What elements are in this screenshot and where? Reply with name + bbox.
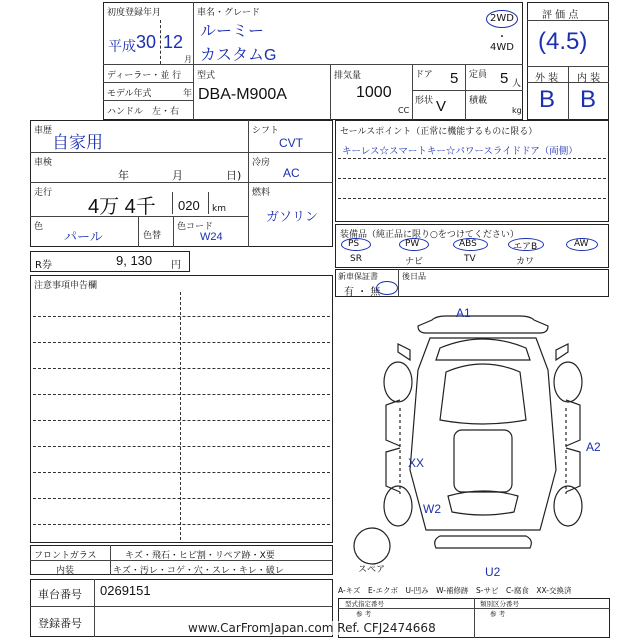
mark-xx: XX (408, 456, 425, 470)
sales-text: キーレス☆スマートキー☆パワースライドドア（両側） (342, 146, 578, 157)
warranty-value: 有 ・ 無 (344, 287, 381, 298)
car-name: ルーミー (200, 23, 265, 40)
fuel-value: ガソリン (266, 209, 319, 224)
equip-leather: カワ (516, 257, 535, 267)
shape-label: 形状 (415, 96, 434, 106)
drive-2wd: 2WD (490, 13, 514, 24)
damage-legend: A-キズ E-エクボ U-凹み W-補修跡 S-サビ C-腐食 XX-交換済 (338, 586, 572, 595)
equip-tv: TV (464, 254, 476, 264)
reg-label: 登録番号 (38, 617, 82, 630)
equip-abs: ABS (459, 239, 477, 249)
r-value: 9, 130 (116, 253, 153, 268)
color-swap-label: 色替 (143, 231, 162, 241)
mark-w2: W2 (423, 502, 441, 516)
mileage-label: 走行 (34, 188, 53, 198)
door-label: ドア (415, 70, 433, 80)
kg-unit: kg (512, 106, 522, 115)
inspection-label: 車検 (34, 158, 53, 168)
ref-left: 参 考 (356, 610, 372, 618)
rating-score: (4.5) (538, 28, 588, 55)
equip-navi: ナビ (405, 257, 424, 267)
doors: 5 (450, 70, 459, 87)
color-value: パール (64, 229, 103, 244)
month-unit: 月 (184, 55, 192, 64)
mileage-sub: 020 (178, 198, 200, 213)
mileage-unit: km (212, 204, 226, 214)
model-year-label: モデル年式 (107, 89, 152, 99)
grade: カスタムG (200, 47, 277, 64)
shift-label: シフト (252, 126, 280, 136)
interior-grade: B (580, 86, 597, 113)
inspection-day: 日) (226, 169, 242, 182)
load-label: 積載 (469, 96, 488, 106)
drive-4wd: 4WD (490, 42, 514, 53)
glass-legend: キズ・飛石・ヒビ割・リペア跡・X要 (125, 551, 275, 561)
warranty-label: 新車保証書 (338, 272, 378, 281)
interior-label: 内 装 (577, 73, 601, 84)
model: DBA-M900A (198, 86, 287, 103)
color-code-label: 色コード (177, 222, 214, 232)
interior-legend: キズ・汚レ・コゲ・穴・スレ・キレ・破レ (113, 566, 284, 576)
color-code: W24 (200, 231, 223, 243)
mileage-main: 4万 4千 (88, 196, 156, 218)
mark-u2: U2 (485, 565, 501, 579)
first-reg-label: 初度登録年月 (107, 8, 162, 18)
model-label: 型式 (197, 71, 216, 81)
later-label: 後日品 (402, 272, 426, 281)
r-unit: 円 (171, 260, 181, 271)
mark-a2: A2 (586, 440, 601, 454)
capacity-label: 定員 (469, 70, 488, 80)
equip-sr: SR (350, 254, 362, 264)
equip-airbag: エアB (513, 242, 538, 252)
watermark: www.CarFromJapan.com Ref. CFJ2474668 (188, 621, 436, 635)
glass-label: フロントガラス (34, 551, 97, 561)
capacity-unit: 人 (512, 79, 522, 89)
fuel-label: 燃料 (252, 188, 271, 198)
displacement: 1000 (356, 84, 392, 101)
equip-ps: PS (348, 239, 360, 249)
inspection-month: 月 (172, 169, 183, 182)
r-label: R券 (35, 260, 52, 271)
notes-label: 注意事項申告欄 (34, 281, 98, 291)
color-label: 色 (34, 222, 44, 232)
mark-a1: A1 (456, 306, 471, 320)
interior-row-label: 内装 (56, 566, 75, 576)
rating-label: 評 価 点 (542, 10, 579, 21)
chassis-value: 0269151 (100, 583, 151, 598)
reg-month: 12 (163, 32, 184, 52)
sales-label: セールスポイント（正常に機能するものに限る） (340, 127, 538, 137)
displacement-label: 排気量 (334, 71, 362, 81)
era: 平成 (108, 38, 136, 54)
ac-label: 冷房 (252, 158, 271, 168)
shift-value: CVT (279, 136, 303, 150)
exterior-label: 外 装 (535, 73, 559, 84)
equip-aw: AW (574, 239, 589, 249)
dealer-label: ディーラー・並 行 (107, 71, 182, 81)
type-label: 車歴 (34, 126, 53, 136)
exterior-grade: B (539, 86, 556, 113)
spare-label: スペア (358, 565, 386, 575)
reg-year: 30 (136, 32, 157, 52)
drive-dot: ・ (497, 32, 507, 43)
ref-right: 参 考 (490, 610, 506, 618)
handle-label: ハンドル 左・右 (107, 107, 180, 117)
car-name-label: 車名・グレード (197, 8, 261, 18)
inspection-year: 年 (118, 169, 129, 182)
model-year-unit: 年 (183, 89, 193, 99)
capacity: 5 (500, 70, 509, 87)
ac-value: AC (283, 166, 300, 180)
equip-pw: PW (405, 239, 420, 249)
chassis-label: 車台番号 (38, 588, 82, 601)
model-spec-label: 型式指定番号 (345, 600, 384, 608)
class-label: 類別区分番号 (480, 600, 519, 608)
type-value: 自家用 (52, 133, 103, 152)
cc-unit: CC (398, 106, 410, 115)
shape: V (436, 98, 447, 115)
equipment-label: 装備品（純正品に限り○をつけてください） (340, 230, 519, 240)
